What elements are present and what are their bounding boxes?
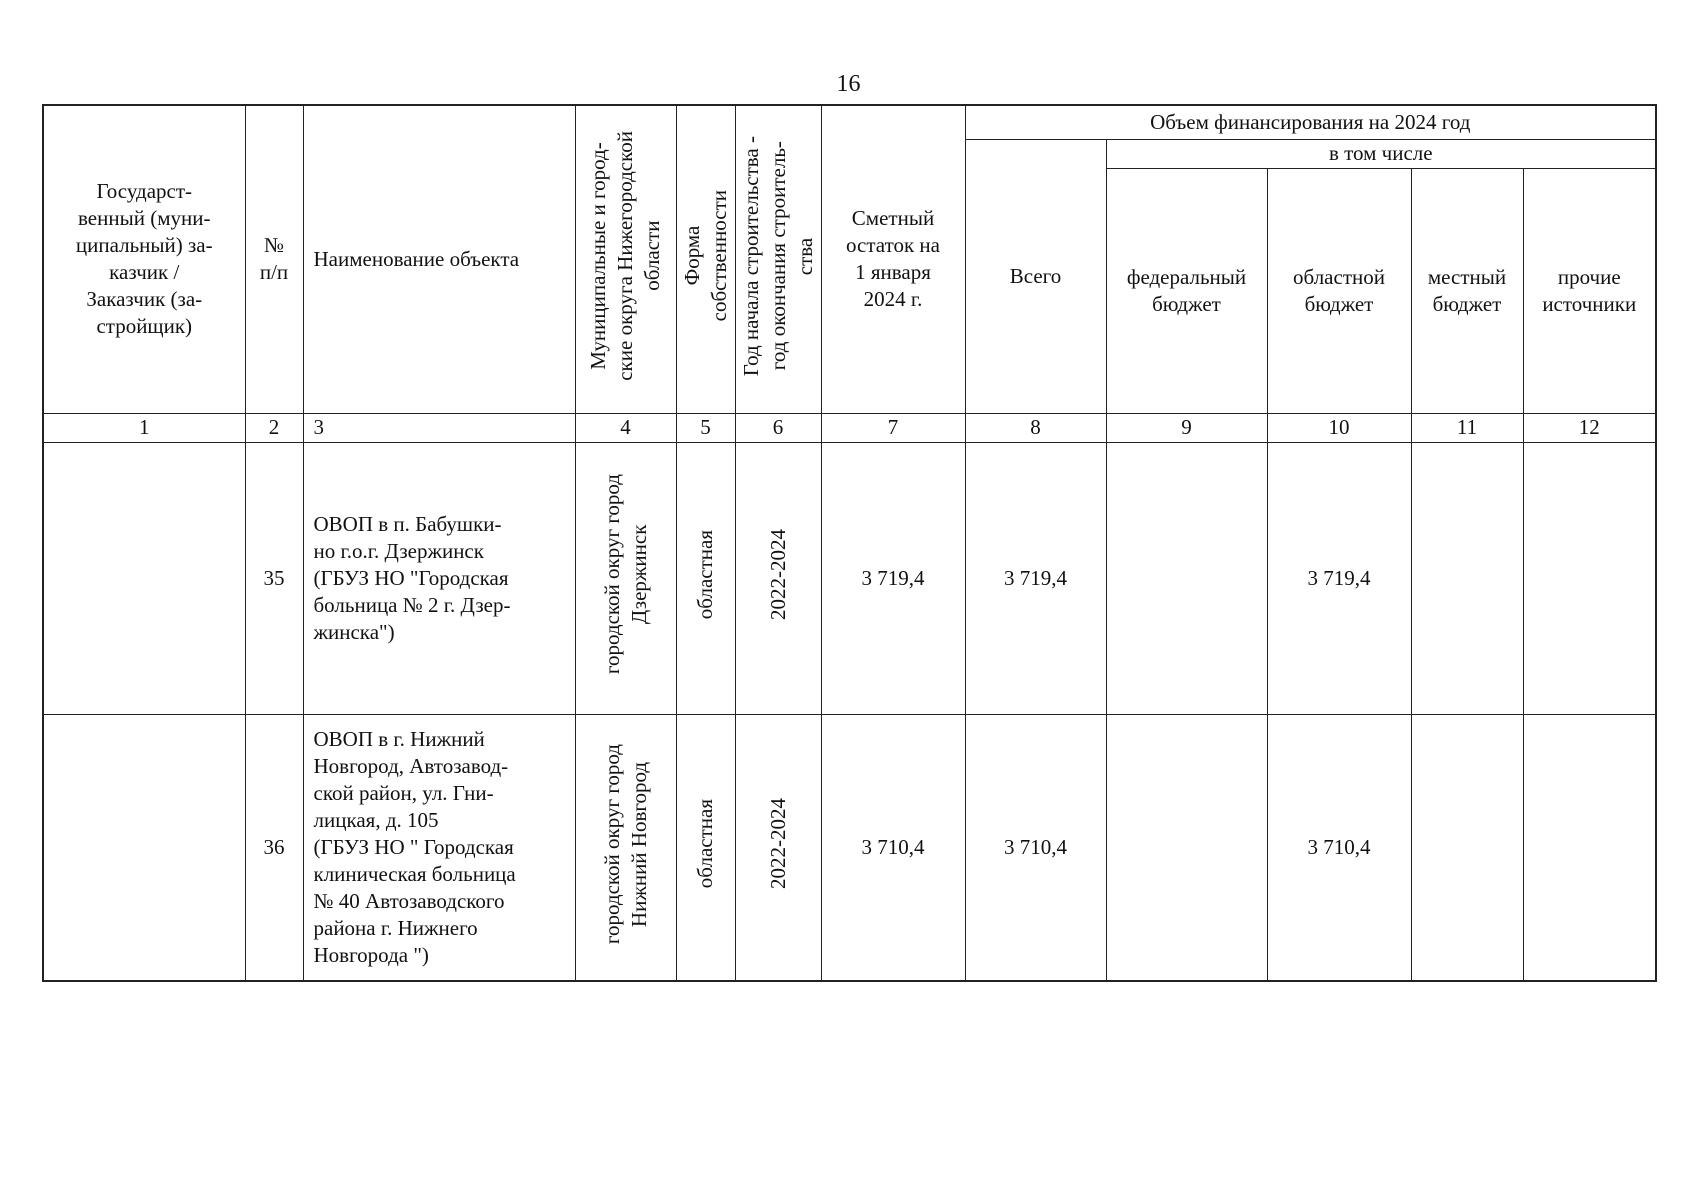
column-index-cell: 4 <box>575 413 676 442</box>
header-customer: Государст- венный (муни- ципальный) за- казчик / Заказчик (за- стройщик) <box>43 105 245 413</box>
row-customer <box>43 714 245 981</box>
column-index-cell: 2 <box>245 413 303 442</box>
row-other <box>1523 442 1656 714</box>
row-municipality-text: городской округ город Нижний Новгород <box>599 743 651 944</box>
header-other: прочие источники <box>1523 168 1656 413</box>
column-index-cell: 6 <box>735 413 821 442</box>
table-row <box>43 714 1656 981</box>
header-number: № п/п <box>245 105 303 413</box>
column-index-cell: 12 <box>1523 413 1656 442</box>
column-index-cell: 9 <box>1106 413 1267 442</box>
header-municipality-text: Муниципальные и город- ские округа Нижегородской области <box>586 130 664 381</box>
header-including: в том числе <box>1106 139 1656 168</box>
column-index-cell: 8 <box>965 413 1106 442</box>
header-years <box>735 105 821 413</box>
header-ownership-text: Форма собственности <box>679 190 731 322</box>
header-years-text: Год начала строительства - год окончания строитель- ства <box>738 135 817 376</box>
column-index-cell: 11 <box>1411 413 1523 442</box>
row-customer <box>43 442 245 714</box>
row-ownership <box>676 442 735 714</box>
row-ownership <box>676 714 735 981</box>
row-years-text: 2022-2024 <box>765 798 790 890</box>
row-municipality <box>575 714 676 981</box>
row-ownership-text: областная <box>693 529 717 620</box>
row-number: 35 <box>245 442 303 714</box>
row-regional: 3 719,4 <box>1267 442 1411 714</box>
column-index-cell: 5 <box>676 413 735 442</box>
column-index-cell: 10 <box>1267 413 1411 442</box>
row-number: 36 <box>245 714 303 981</box>
row-municipality <box>575 442 676 714</box>
row-object-name: ОВОП в г. Нижний Новгород, Автозавод- ской район, ул. Гни- лицкая, д. 105 (ГБУЗ НО " Городская клиническая больница № 40 Автозаводского района г. Нижнего Новгорода ") <box>303 714 575 981</box>
row-federal <box>1106 714 1267 981</box>
header-federal: федеральный бюджет <box>1106 168 1267 413</box>
header-municipality <box>575 105 676 413</box>
row-local <box>1411 442 1523 714</box>
table-row <box>43 442 1656 714</box>
column-index-cell: 1 <box>43 413 245 442</box>
row-total: 3 719,4 <box>965 442 1106 714</box>
row-regional: 3 710,4 <box>1267 714 1411 981</box>
row-other <box>1523 714 1656 981</box>
header-object-name: Наименование объекта <box>303 105 575 413</box>
header-estimate-balance: Сметный остаток на 1 января 2024 г. <box>821 105 965 413</box>
header-ownership <box>676 105 735 413</box>
row-years <box>735 442 821 714</box>
row-years <box>735 714 821 981</box>
row-federal <box>1106 442 1267 714</box>
header-financing-group: Объем финансирования на 2024 год <box>965 105 1656 139</box>
row-estimate-balance: 3 710,4 <box>821 714 965 981</box>
column-index-cell: 3 <box>303 413 575 442</box>
financing-table <box>42 104 1657 982</box>
header-regional: областной бюджет <box>1267 168 1411 413</box>
header-total: Всего <box>965 139 1106 413</box>
row-ownership-text: областная <box>693 799 717 889</box>
row-municipality-text: городской округ город Дзержинск <box>599 474 651 675</box>
row-estimate-balance: 3 719,4 <box>821 442 965 714</box>
row-years-text: 2022-2024 <box>765 529 790 620</box>
row-local <box>1411 714 1523 981</box>
row-object-name: ОВОП в п. Бабушки- но г.о.г. Дзержинск (ГБУЗ НО "Городская больница № 2 г. Дзер- жинска") <box>303 442 575 714</box>
header-local: местный бюджет <box>1411 168 1523 413</box>
column-index-cell: 7 <box>821 413 965 442</box>
page-number: 16 <box>836 71 861 97</box>
row-total: 3 710,4 <box>965 714 1106 981</box>
